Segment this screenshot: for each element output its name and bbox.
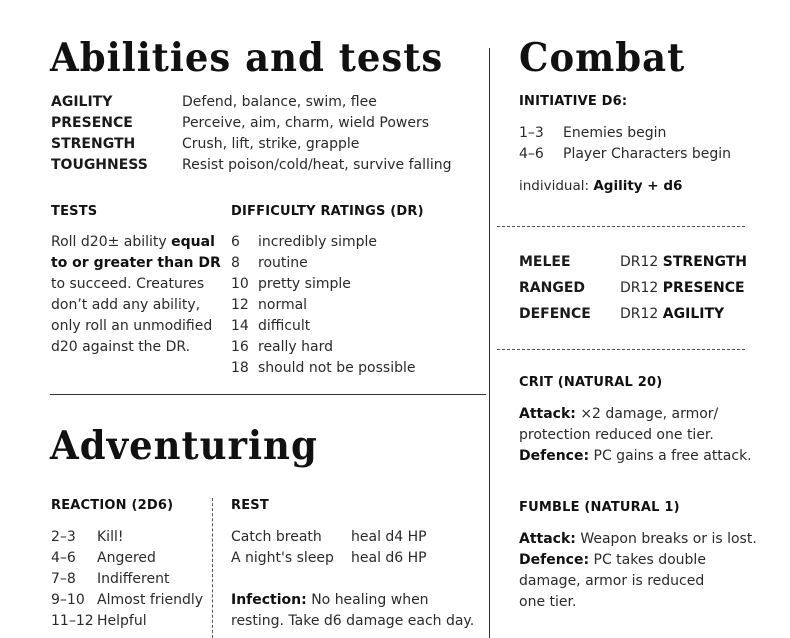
- rest-action: Catch breath: [231, 529, 322, 545]
- crit-attack-label: Attack:: [519, 406, 576, 422]
- individual-bold: Agility + d6: [593, 178, 683, 194]
- initiative-label: Enemies begin: [563, 125, 667, 141]
- infection-line: resting. Take d6 damage each day.: [231, 613, 475, 629]
- fumble-line: [519, 550, 706, 571]
- ability-name: AGILITY: [51, 94, 113, 110]
- reaction-label: Almost friendly: [97, 592, 204, 608]
- combat-title: Combat: [519, 34, 686, 81]
- dr-number: 18: [231, 360, 249, 376]
- dashed-divider: [497, 226, 745, 227]
- ability-name: PRESENCE: [51, 115, 133, 131]
- reaction-label: Angered: [97, 550, 156, 566]
- initiative-label: Player Characters begin: [563, 146, 732, 162]
- dr-number: 6: [231, 234, 240, 250]
- tests-line: to succeed. Creatures: [51, 276, 205, 292]
- reaction-range: 4–6: [51, 550, 76, 566]
- dr-label: difficult: [258, 318, 311, 334]
- crit-defence-label: Defence:: [519, 448, 590, 464]
- tests-line-bold: to or greater than DR: [51, 255, 221, 271]
- tests-line: don’t add any ability,: [51, 297, 201, 313]
- tests-line: [51, 232, 215, 253]
- attack-dr: [620, 276, 745, 300]
- infection-label: Infection:: [231, 592, 307, 608]
- reaction-range: 11–12: [51, 613, 94, 629]
- crit-defence-text: PC gains a free attack.: [589, 448, 752, 464]
- attack-name: DEFENCE: [519, 306, 591, 322]
- ability-name: STRENGTH: [51, 136, 136, 152]
- dr-label: incredibly simple: [258, 234, 378, 250]
- fumble-attack-text: Weapon breaks or is lost.: [575, 531, 757, 547]
- ability-desc: Crush, lift, strike, grapple: [182, 136, 360, 152]
- reaction-label: Indifferent: [97, 571, 170, 587]
- attack-stat: STRENGTH: [662, 254, 747, 270]
- dr-label: pretty simple: [258, 276, 351, 292]
- rest-effect: heal d6 HP: [351, 550, 427, 566]
- tests-line: d20 against the DR.: [51, 339, 191, 355]
- column-divider: [489, 48, 490, 638]
- tests-line-text: Roll d20± ability: [51, 234, 172, 250]
- reaction-label: Kill!: [97, 529, 124, 545]
- attack-stat: AGILITY: [662, 306, 725, 322]
- individual-prefix: individual:: [519, 178, 594, 194]
- fumble-line: damage, armor is reduced: [519, 573, 705, 589]
- fumble-line: one tier.: [519, 594, 577, 610]
- dr-label: normal: [258, 297, 308, 313]
- adventuring-title: Adventuring: [50, 422, 318, 469]
- reaction-range: 2–3: [51, 529, 76, 545]
- ability-desc: Perceive, aim, charm, wield Powers: [182, 115, 430, 131]
- abilities-title: Abilities and tests: [50, 34, 444, 81]
- ability-desc: Defend, balance, swim, flee: [182, 94, 377, 110]
- dr-label: really hard: [258, 339, 334, 355]
- fumble-defence-label: Defence:: [519, 552, 590, 568]
- attack-name: MELEE: [519, 254, 571, 270]
- infection-line: [231, 590, 429, 611]
- crit-line: protection reduced one tier.: [519, 427, 714, 443]
- difficulty-heading: DIFFICULTY RATINGS (DR): [231, 204, 424, 219]
- fumble-attack-label: Attack:: [519, 531, 576, 547]
- fumble-defence-text: PC takes double: [589, 552, 706, 568]
- dr-number: 10: [231, 276, 249, 292]
- attack-name: RANGED: [519, 280, 586, 296]
- attack-stat: PRESENCE: [662, 280, 745, 296]
- crit-attack-text: ×2 damage, armor/: [575, 406, 719, 422]
- dr-number: 12: [231, 297, 249, 313]
- tests-line: only roll an unmodified: [51, 318, 213, 334]
- reaction-heading: REACTION (2D6): [51, 498, 174, 513]
- reaction-label: Helpful: [97, 613, 147, 629]
- tests-line: [51, 253, 221, 274]
- attack-dr-value: DR12: [620, 254, 663, 270]
- attack-dr-value: DR12: [620, 306, 663, 322]
- dr-label: routine: [258, 255, 308, 271]
- crit-heading: CRIT (NATURAL 20): [519, 375, 663, 390]
- initiative-range: 1–3: [519, 125, 544, 141]
- section-divider: [50, 394, 486, 395]
- ability-name: TOUGHNESS: [51, 157, 148, 173]
- fumble-line: [519, 529, 757, 550]
- fumble-heading: FUMBLE (NATURAL 1): [519, 500, 680, 515]
- crit-line: [519, 446, 752, 467]
- tests-line-bold: equal: [171, 234, 215, 250]
- ability-desc: Resist poison/cold/heat, survive falling: [182, 157, 452, 173]
- attack-dr: [620, 250, 747, 274]
- tests-heading: TESTS: [51, 204, 98, 219]
- rest-heading: REST: [231, 498, 269, 513]
- reaction-range: 7–8: [51, 571, 76, 587]
- infection-text: No healing when: [306, 592, 429, 608]
- rest-effect: heal d4 HP: [351, 529, 427, 545]
- dr-number: 16: [231, 339, 249, 355]
- attack-dr-value: DR12: [620, 280, 663, 296]
- reaction-range: 9–10: [51, 592, 85, 608]
- dashed-divider: [497, 349, 745, 350]
- dr-number: 14: [231, 318, 249, 334]
- initiative-heading: INITIATIVE D6:: [519, 94, 628, 109]
- rest-action: A night's sleep: [231, 550, 334, 566]
- dr-number: 8: [231, 255, 240, 271]
- column-divider-dashed: [212, 498, 213, 638]
- dr-label: should not be possible: [258, 360, 416, 376]
- attack-dr: [620, 302, 724, 326]
- initiative-range: 4–6: [519, 146, 544, 162]
- initiative-individual: [519, 176, 682, 197]
- crit-line: [519, 404, 718, 425]
